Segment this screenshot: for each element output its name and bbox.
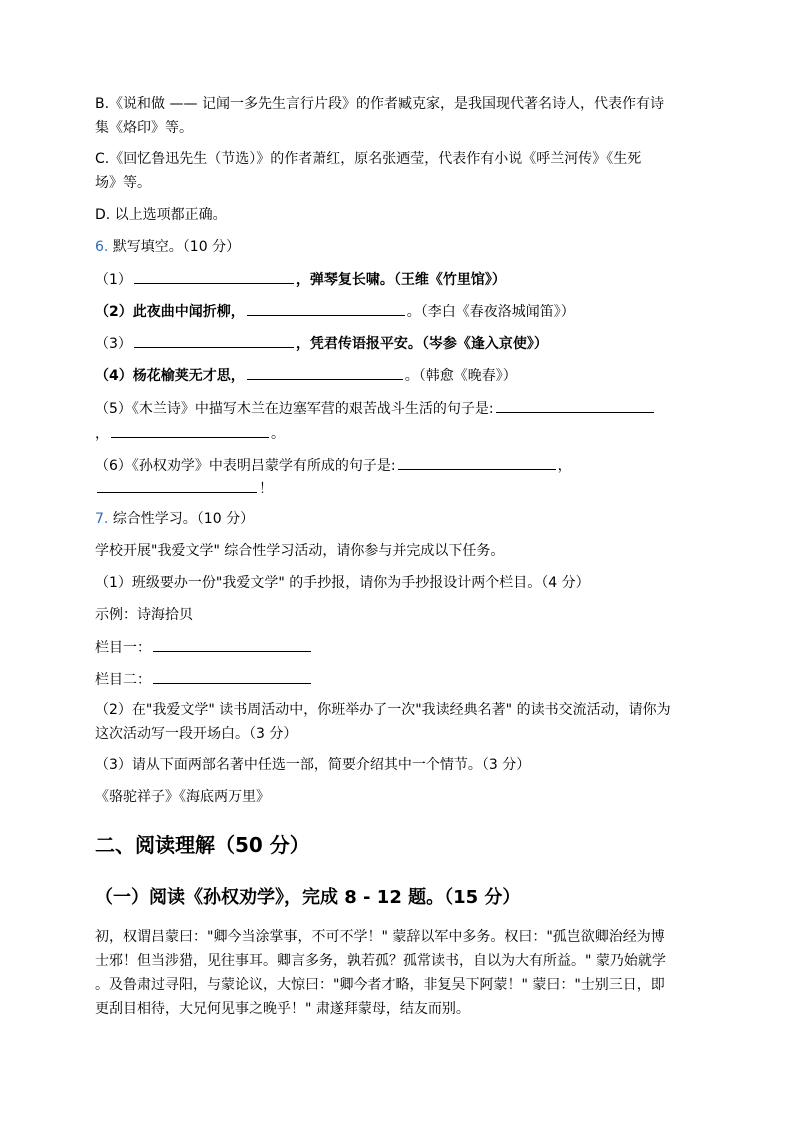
- answer-blank[interactable]: [496, 398, 654, 413]
- q6-item-6: [95, 455, 705, 476]
- item-text: （6）《孙权劝学》中表明吕蒙学有所成的句子是:: [95, 458, 396, 474]
- item-prefix: （1）: [95, 272, 132, 288]
- subsection-heading: （一）阅读《孙权劝学》，完成 8 - 12 题。（15 分）: [95, 887, 521, 908]
- answer-blank[interactable]: [134, 333, 294, 348]
- item-prefix: （3）: [95, 336, 132, 352]
- question-title-text: 默写填空。（10 分）: [112, 239, 241, 255]
- answer-blank[interactable]: [153, 669, 311, 684]
- item-text: ，弹琴复长啸。（王维《竹里馆》）: [295, 272, 506, 288]
- q7-example: 示例：诗海拾贝: [95, 607, 193, 623]
- option-b-line1: B.《说和做 —— 记闻一多先生言行片段》的作者臧克家，是我国现代著名诗人，代表作有诗: [95, 96, 664, 112]
- q7-books: 《骆驼祥子》《海底两万里》: [95, 789, 270, 805]
- q6-item-5: [95, 398, 705, 419]
- passage-line: 更刮目相待，大兄何见事之晚乎！" 肃遂拜蒙母，结友而别。: [95, 1001, 470, 1017]
- item-suffix: 。（韩愈《晚春》）: [404, 368, 517, 384]
- answer-blank[interactable]: [111, 423, 269, 438]
- q6-item-1: [95, 269, 705, 290]
- column-label: 栏目一：: [95, 640, 151, 656]
- q6-item-4: [95, 365, 705, 386]
- question-7-title: [95, 509, 705, 529]
- q7-part-2-line2: 这次活动写一段开场白。（3 分）: [95, 726, 298, 742]
- q7-part-1: （1）班级要办一份"我爱文学" 的手抄报，请你为手抄报设计两个栏目。（4 分）: [95, 575, 590, 591]
- item-text: （5）《木兰诗》中描写木兰在边塞军营的艰苦战斗生活的句子是:: [95, 401, 494, 417]
- item-suffix: 。: [271, 426, 285, 442]
- item-end: ！: [259, 481, 273, 497]
- item-text: （2）此夜曲中闻折柳，: [95, 304, 245, 320]
- answer-blank[interactable]: [247, 365, 403, 380]
- column-label: 栏目二：: [95, 672, 151, 688]
- q6-item-6-cont: [95, 478, 705, 499]
- section-heading: 二、阅读理解（50 分）: [95, 833, 310, 857]
- q7-part-3: （3）请从下面两部名著中任选一部，简要介绍其中一个情节。（3 分）: [95, 757, 531, 773]
- q7-intro: 学校开展"我爱文学" 综合性学习活动，请你参与并完成以下任务。: [95, 543, 505, 559]
- passage-line: 初，权谓吕蒙曰："卿今当涂掌事，不可不学！" 蒙辞以军中多务。权曰："孤岂欲卿治经为博: [95, 929, 665, 945]
- question-title-text: 综合性学习。（10 分）: [112, 511, 255, 527]
- passage-line: 士邪！但当涉猎，见往事耳。卿言多务，孰若孤？孤常读书，自以为大有所益。" 蒙乃始就学: [95, 953, 666, 969]
- q6-item-3: [95, 333, 705, 354]
- question-number: 6.: [95, 239, 109, 255]
- item-text: ，凭君传语报平安。（岑参《逢入京使》）: [295, 336, 548, 352]
- answer-blank[interactable]: [247, 301, 405, 316]
- option-b-line2: 集《烙印》等。: [95, 120, 193, 136]
- option-c-line1: C.《回忆鲁迅先生（节选）》的作者萧红，原名张迺莹，代表作有小说《呼兰河传》《生死: [95, 151, 642, 167]
- question-6-title: [95, 237, 705, 257]
- answer-blank[interactable]: [398, 455, 556, 470]
- answer-blank[interactable]: [97, 478, 257, 493]
- q7-part-2-line1: （2）在"我爱文学" 读书周活动中，你班举办了一次"我读经典名著" 的读书交流活动，请你为: [95, 702, 671, 718]
- item-text: （4）杨花榆荚无才思，: [95, 368, 245, 384]
- item-mid: ，: [557, 458, 572, 474]
- answer-blank[interactable]: [134, 269, 294, 284]
- q6-item-2: [95, 301, 705, 322]
- passage-line: 。及鲁肃过寻阳，与蒙论议，大惊曰："卿今者才略，非复吴下阿蒙！" 蒙曰："士别三日，即: [95, 977, 665, 993]
- option-c-line2: 场》等。: [95, 175, 151, 191]
- item-prefix: ，: [95, 426, 109, 442]
- q6-item-5-cont: [95, 423, 705, 444]
- q7-column-1: [95, 637, 705, 658]
- question-number: 7.: [95, 511, 109, 527]
- q7-column-2: [95, 669, 705, 690]
- item-suffix: 。（李白《春夜洛城闻笛》）: [406, 304, 575, 320]
- option-d: D. 以上选项都正确。: [95, 207, 227, 223]
- answer-blank[interactable]: [153, 637, 311, 652]
